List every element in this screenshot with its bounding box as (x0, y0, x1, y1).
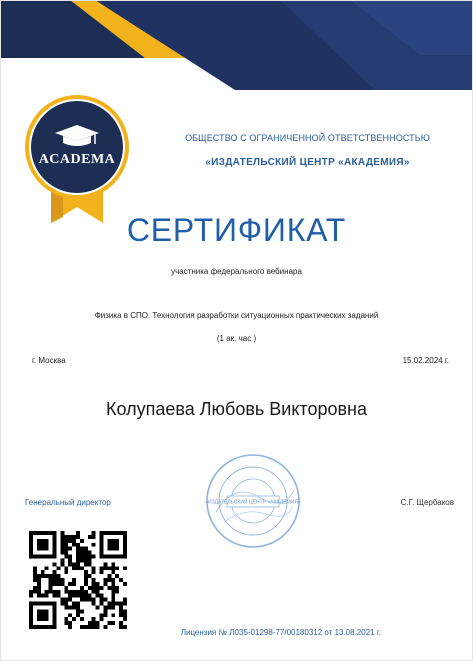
webinar-hours: (1 ак. час ) (216, 334, 257, 343)
logo-text: ACADEMA (38, 152, 116, 167)
academa-logo-medal (23, 95, 131, 225)
svg-text:«ИЗДАТЕЛЬСКИЙ ЦЕНТР «АКАДЕМИЯ» (205, 498, 301, 506)
organization-type: ОБЩЕСТВО С ОГРАНИЧЕННОЙ ОТВЕТСТВЕННОСТЬЮ (185, 133, 430, 143)
stamp-text: «ИЗДАТЕЛЬСКИЙ ЦЕНТР «АКАДЕМИЯ» (205, 499, 301, 506)
license-text: Лицензия № Л035-01298-77/00180312 от 13.08.2021 г. (180, 628, 381, 637)
certificate-subtitle: участника федерального вебинара (171, 267, 302, 276)
certificate-title: СЕРТИФИКАТ (126, 212, 347, 248)
organization-name: «ИЗДАТЕЛЬСКИЙ ЦЕНТР «АКАДЕМИЯ» (205, 157, 410, 168)
issue-date: 15.02.2024 г. (402, 356, 449, 365)
director-title: Генеральный директор (25, 498, 111, 507)
recipient-name: Колупаева Любовь Викторовна (105, 399, 368, 419)
official-stamp (204, 452, 302, 550)
decorative-corner-banner (0, 0, 473, 100)
issue-city: г. Москва (32, 356, 66, 365)
qr-code (29, 531, 127, 629)
director-name: С.Г. Щербаков (400, 498, 454, 507)
webinar-topic: Физика в СПО. Технология разработки ситуационных практических заданий (94, 311, 379, 320)
